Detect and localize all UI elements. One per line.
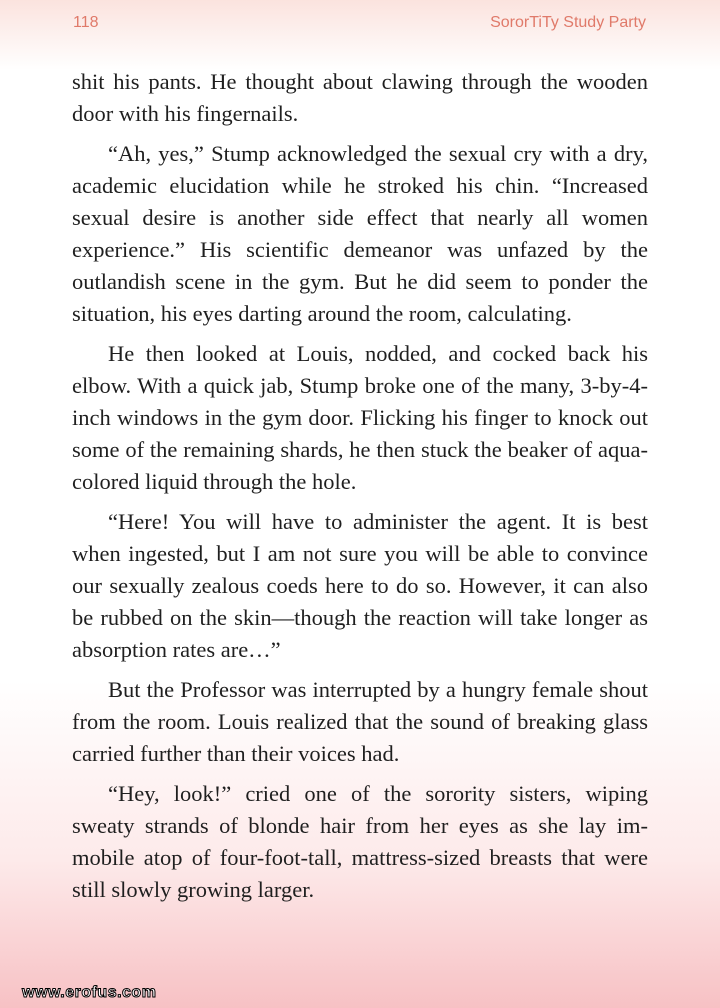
paragraph-3: He then looked at Louis, nodded, and cocked back his elbow. With a quick jab, Stump broke one of the many, 3-by-4-inch windows in the gym door. Flicking his finger to knock out some of the remaining shards, he then stuck the beaker of aqua-colored liquid through the hole.	[72, 341, 648, 494]
body-text	[72, 66, 648, 914]
paragraph-2: “Ah, yes,” Stump acknowledged the sexual cry with a dry, academic elucidation while he stroked his chin. “Increased sexual desire is another side effect that nearly all women experience.” His scientific demeanor was unfazed by the outlandish scene in the gym. But he did seem to ponder the situation, his eyes darting around the room, calculating.	[72, 141, 648, 326]
paragraph-5: But the Professor was interrupted by a hungry female shout from the room. Louis realized that the sound of breaking glass carried further than their voices had.	[72, 677, 648, 766]
watermark: www.erofus.com	[22, 984, 157, 1001]
paragraph-1: shit his pants. He thought about clawing through the wooden door with his fingernails.	[72, 69, 648, 126]
paragraph-6: “Hey, look!” cried one of the sorority sisters, wiping sweaty strands of blonde hair from her eyes as she lay immobile atop of four-foot-tall, mattress-sized breasts that were still slowly growing larger.	[72, 781, 648, 902]
page-number: 118	[73, 14, 99, 31]
page-header	[0, 0, 720, 48]
paragraph-4: “Here! You will have to administer the agent. It is best when ingested, but I am not sure you will be able to convince our sexually zealous coeds here to do so. However, it can also be rubbed on the skin—though the reaction will take longer as absorption rates are…”	[72, 509, 648, 662]
running-title: SororTiTy Study Party	[490, 14, 646, 31]
